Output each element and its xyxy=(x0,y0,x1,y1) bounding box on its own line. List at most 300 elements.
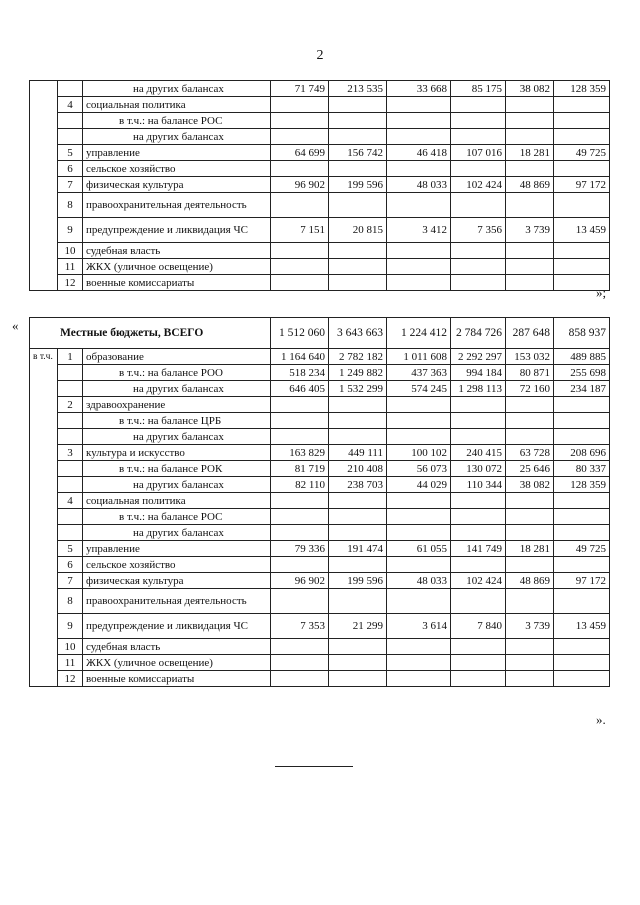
cell-value: 7 151 xyxy=(271,218,329,243)
table-row xyxy=(30,477,610,493)
row-label: управление xyxy=(83,145,271,161)
cell-value xyxy=(329,113,387,129)
cell-value: 128 359 xyxy=(554,81,610,97)
cell-value xyxy=(271,129,329,145)
cell-value: 20 815 xyxy=(329,218,387,243)
cell-value: 80 871 xyxy=(506,365,554,381)
table-row xyxy=(30,97,610,113)
cell-value xyxy=(554,671,610,687)
cell-value xyxy=(506,275,554,291)
budget-table-continued xyxy=(29,80,610,291)
cell-value: 96 902 xyxy=(271,573,329,589)
cell-value xyxy=(387,397,451,413)
cell-value xyxy=(329,397,387,413)
cell-value xyxy=(554,493,610,509)
table-row xyxy=(30,259,610,275)
cell-value xyxy=(554,113,610,129)
cell-value: 240 415 xyxy=(451,445,506,461)
row-label: социальная политика xyxy=(83,97,271,113)
cell-value: 3 412 xyxy=(387,218,451,243)
total-value: 3 643 663 xyxy=(329,318,387,349)
cell-value: 7 840 xyxy=(451,614,506,639)
row-label: в т.ч.: на балансе РОК xyxy=(83,461,271,477)
cell-value: 33 668 xyxy=(387,81,451,97)
group-cell xyxy=(30,81,58,291)
row-index: 9 xyxy=(58,614,83,639)
cell-value xyxy=(387,193,451,218)
cell-value xyxy=(329,193,387,218)
closing-quote-mark: ». xyxy=(596,712,606,727)
cell-value xyxy=(271,639,329,655)
cell-value xyxy=(271,671,329,687)
row-index: 7 xyxy=(58,177,83,193)
cell-value xyxy=(451,493,506,509)
row-label: на других балансах xyxy=(83,429,271,445)
table-row xyxy=(30,413,610,429)
cell-value: 102 424 xyxy=(451,573,506,589)
cell-value xyxy=(506,429,554,445)
total-value: 1 512 060 xyxy=(271,318,329,349)
cell-value xyxy=(271,243,329,259)
cell-value: 7 353 xyxy=(271,614,329,639)
cell-value xyxy=(329,97,387,113)
cell-value xyxy=(451,655,506,671)
cell-value xyxy=(329,509,387,525)
row-label: в т.ч.: на балансе ЦРБ xyxy=(83,413,271,429)
page-number: 2 xyxy=(316,48,324,63)
cell-value xyxy=(329,557,387,573)
cell-value: 97 172 xyxy=(554,177,610,193)
cell-value: 49 725 xyxy=(554,541,610,557)
cell-value xyxy=(271,525,329,541)
cell-value xyxy=(387,161,451,177)
cell-value xyxy=(554,525,610,541)
cell-value xyxy=(554,259,610,275)
cell-value xyxy=(451,525,506,541)
cell-value: 7 356 xyxy=(451,218,506,243)
cell-value xyxy=(554,193,610,218)
cell-value xyxy=(329,259,387,275)
cell-value xyxy=(506,161,554,177)
cell-value xyxy=(451,413,506,429)
table-row xyxy=(30,381,610,397)
cell-value xyxy=(451,639,506,655)
row-label: в т.ч.: на балансе РОС xyxy=(83,509,271,525)
cell-value: 38 082 xyxy=(506,81,554,97)
row-index xyxy=(58,365,83,381)
cell-value xyxy=(451,259,506,275)
cell-value xyxy=(271,493,329,509)
cell-value xyxy=(451,161,506,177)
cell-value: 44 029 xyxy=(387,477,451,493)
cell-value xyxy=(554,97,610,113)
cell-value xyxy=(387,639,451,655)
row-label: на других балансах xyxy=(83,81,271,97)
table-row xyxy=(30,145,610,161)
cell-value xyxy=(387,113,451,129)
row-index: 11 xyxy=(58,259,83,275)
cell-value: 141 749 xyxy=(451,541,506,557)
cell-value xyxy=(329,493,387,509)
table-row xyxy=(30,461,610,477)
row-index xyxy=(58,413,83,429)
cell-value: 46 418 xyxy=(387,145,451,161)
cell-value xyxy=(329,243,387,259)
row-index xyxy=(58,477,83,493)
cell-value: 80 337 xyxy=(554,461,610,477)
cell-value: 3 739 xyxy=(506,614,554,639)
cell-value: 49 725 xyxy=(554,145,610,161)
table-row xyxy=(30,589,610,614)
cell-value: 574 245 xyxy=(387,381,451,397)
cell-value: 2 782 182 xyxy=(329,349,387,365)
cell-value: 128 359 xyxy=(554,477,610,493)
table-row xyxy=(30,129,610,145)
cell-value xyxy=(387,275,451,291)
cell-value xyxy=(387,655,451,671)
row-label: военные комиссариаты xyxy=(83,671,271,687)
cell-value: 646 405 xyxy=(271,381,329,397)
cell-value xyxy=(554,161,610,177)
row-index: 7 xyxy=(58,573,83,589)
cell-value xyxy=(506,129,554,145)
cell-value: 110 344 xyxy=(451,477,506,493)
cell-value xyxy=(271,589,329,614)
cell-value: 63 728 xyxy=(506,445,554,461)
table-row xyxy=(30,541,610,557)
cell-value: 3 614 xyxy=(387,614,451,639)
total-value: 1 224 412 xyxy=(387,318,451,349)
cell-value: 238 703 xyxy=(329,477,387,493)
cell-value: 199 596 xyxy=(329,177,387,193)
cell-value: 255 698 xyxy=(554,365,610,381)
table-row xyxy=(30,349,610,365)
cell-value: 48 033 xyxy=(387,177,451,193)
cell-value: 79 336 xyxy=(271,541,329,557)
cell-value xyxy=(271,259,329,275)
row-label: ЖКХ (уличное освещение) xyxy=(83,655,271,671)
cell-value xyxy=(506,493,554,509)
cell-value: 156 742 xyxy=(329,145,387,161)
divider-line xyxy=(275,766,353,767)
row-index: 11 xyxy=(58,655,83,671)
table-row xyxy=(30,509,610,525)
cell-value: 18 281 xyxy=(506,145,554,161)
table-row xyxy=(30,573,610,589)
cell-value: 72 160 xyxy=(506,381,554,397)
table-row xyxy=(30,81,610,97)
row-index: 12 xyxy=(58,671,83,687)
row-index: 1 xyxy=(58,349,83,365)
cell-value xyxy=(329,161,387,177)
cell-value xyxy=(329,429,387,445)
table-row xyxy=(30,177,610,193)
cell-value: 38 082 xyxy=(506,477,554,493)
cell-value: 96 902 xyxy=(271,177,329,193)
row-label: на других балансах xyxy=(83,381,271,397)
cell-value: 130 072 xyxy=(451,461,506,477)
row-index xyxy=(58,113,83,129)
row-label: сельское хозяйство xyxy=(83,161,271,177)
row-label: предупреждение и ликвидация ЧС xyxy=(83,218,271,243)
cell-value xyxy=(506,413,554,429)
table-row xyxy=(30,218,610,243)
row-index: 10 xyxy=(58,243,83,259)
cell-value: 234 187 xyxy=(554,381,610,397)
cell-value xyxy=(329,671,387,687)
cell-value xyxy=(506,557,554,573)
row-label: предупреждение и ликвидация ЧС xyxy=(83,614,271,639)
cell-value: 25 646 xyxy=(506,461,554,477)
cell-value xyxy=(329,129,387,145)
closing-quote-mark: »; xyxy=(596,285,607,300)
cell-value xyxy=(554,397,610,413)
cell-value xyxy=(387,429,451,445)
cell-value xyxy=(329,589,387,614)
table-row xyxy=(30,639,610,655)
row-label: на других балансах xyxy=(83,129,271,145)
cell-value xyxy=(554,589,610,614)
row-label: на других балансах xyxy=(83,525,271,541)
cell-value: 1 249 882 xyxy=(329,365,387,381)
cell-value xyxy=(554,639,610,655)
cell-value xyxy=(451,671,506,687)
row-index xyxy=(58,381,83,397)
cell-value: 2 292 297 xyxy=(451,349,506,365)
cell-value xyxy=(506,655,554,671)
cell-value: 71 749 xyxy=(271,81,329,97)
cell-value xyxy=(387,557,451,573)
row-index: 3 xyxy=(58,445,83,461)
cell-value xyxy=(271,509,329,525)
total-label: Местные бюджеты, ВСЕГО xyxy=(30,318,271,349)
cell-value: 18 281 xyxy=(506,541,554,557)
cell-value xyxy=(451,509,506,525)
row-label: в т.ч.: на балансе РОО xyxy=(83,365,271,381)
row-label: управление xyxy=(83,541,271,557)
cell-value xyxy=(271,161,329,177)
cell-value xyxy=(387,129,451,145)
row-index xyxy=(58,429,83,445)
cell-value xyxy=(329,639,387,655)
cell-value xyxy=(271,429,329,445)
row-index: 2 xyxy=(58,397,83,413)
cell-value: 64 699 xyxy=(271,145,329,161)
local-budgets-table xyxy=(29,317,610,687)
cell-value: 163 829 xyxy=(271,445,329,461)
table-row xyxy=(30,397,610,413)
row-label: образование xyxy=(83,349,271,365)
cell-value xyxy=(387,243,451,259)
cell-value xyxy=(451,113,506,129)
cell-value xyxy=(387,97,451,113)
row-index xyxy=(58,509,83,525)
table-row xyxy=(30,614,610,639)
row-index: 8 xyxy=(58,589,83,614)
table-row xyxy=(30,445,610,461)
cell-value xyxy=(554,413,610,429)
cell-value: 61 055 xyxy=(387,541,451,557)
row-label: здравоохранение xyxy=(83,397,271,413)
row-label: культура и искусство xyxy=(83,445,271,461)
cell-value: 449 111 xyxy=(329,445,387,461)
row-index: 4 xyxy=(58,97,83,113)
cell-value: 518 234 xyxy=(271,365,329,381)
row-label: правоохранительная деятельность xyxy=(83,193,271,218)
cell-value xyxy=(451,243,506,259)
table-row xyxy=(30,557,610,573)
row-label: на других балансах xyxy=(83,477,271,493)
cell-value xyxy=(387,413,451,429)
cell-value xyxy=(329,413,387,429)
cell-value xyxy=(271,193,329,218)
cell-value xyxy=(554,557,610,573)
table-row xyxy=(30,275,610,291)
table-row xyxy=(30,429,610,445)
cell-value xyxy=(271,275,329,291)
cell-value xyxy=(451,129,506,145)
row-label: физическая культура xyxy=(83,573,271,589)
cell-value: 208 696 xyxy=(554,445,610,461)
cell-value: 1 011 608 xyxy=(387,349,451,365)
cell-value xyxy=(554,429,610,445)
cell-value: 82 110 xyxy=(271,477,329,493)
cell-value xyxy=(554,655,610,671)
cell-value: 994 184 xyxy=(451,365,506,381)
cell-value: 1 298 113 xyxy=(451,381,506,397)
cell-value xyxy=(554,129,610,145)
total-row xyxy=(30,318,610,349)
cell-value: 13 459 xyxy=(554,218,610,243)
table-row xyxy=(30,365,610,381)
table-row xyxy=(30,161,610,177)
cell-value xyxy=(506,97,554,113)
row-index xyxy=(58,461,83,477)
cell-value xyxy=(451,193,506,218)
opening-quote-mark: « xyxy=(12,318,19,333)
total-value: 2 784 726 xyxy=(451,318,506,349)
cell-value: 437 363 xyxy=(387,365,451,381)
cell-value xyxy=(271,655,329,671)
cell-value xyxy=(387,259,451,275)
cell-value xyxy=(506,193,554,218)
row-label: правоохранительная деятельность xyxy=(83,589,271,614)
row-index xyxy=(58,129,83,145)
cell-value xyxy=(387,525,451,541)
row-label: судебная власть xyxy=(83,639,271,655)
cell-value: 100 102 xyxy=(387,445,451,461)
cell-value xyxy=(387,493,451,509)
row-index: 8 xyxy=(58,193,83,218)
row-index: 4 xyxy=(58,493,83,509)
cell-value xyxy=(506,259,554,275)
cell-value xyxy=(554,243,610,259)
cell-value xyxy=(554,509,610,525)
cell-value: 48 869 xyxy=(506,573,554,589)
cell-value: 13 459 xyxy=(554,614,610,639)
table-row xyxy=(30,113,610,129)
cell-value: 3 739 xyxy=(506,218,554,243)
table-row xyxy=(30,671,610,687)
table-row xyxy=(30,243,610,259)
cell-value xyxy=(271,413,329,429)
cell-value: 21 299 xyxy=(329,614,387,639)
cell-value: 97 172 xyxy=(554,573,610,589)
cell-value: 199 596 xyxy=(329,573,387,589)
cell-value xyxy=(387,671,451,687)
cell-value xyxy=(506,509,554,525)
row-label: в т.ч.: на балансе РОС xyxy=(83,113,271,129)
row-label: социальная политика xyxy=(83,493,271,509)
cell-value: 1 532 299 xyxy=(329,381,387,397)
cell-value xyxy=(271,113,329,129)
cell-value xyxy=(506,397,554,413)
cell-value: 102 424 xyxy=(451,177,506,193)
cell-value xyxy=(451,275,506,291)
cell-value: 48 869 xyxy=(506,177,554,193)
cell-value: 48 033 xyxy=(387,573,451,589)
row-index: 6 xyxy=(58,161,83,177)
cell-value xyxy=(451,589,506,614)
row-index: 9 xyxy=(58,218,83,243)
cell-value xyxy=(506,639,554,655)
table-row xyxy=(30,493,610,509)
total-value: 287 648 xyxy=(506,318,554,349)
row-label: военные комиссариаты xyxy=(83,275,271,291)
row-index: 12 xyxy=(58,275,83,291)
cell-value xyxy=(506,525,554,541)
cell-value xyxy=(451,557,506,573)
row-label: судебная власть xyxy=(83,243,271,259)
cell-value: 107 016 xyxy=(451,145,506,161)
total-value: 858 937 xyxy=(554,318,610,349)
group-cell: в т.ч. xyxy=(30,349,58,687)
cell-value: 85 175 xyxy=(451,81,506,97)
table-row xyxy=(30,525,610,541)
cell-value xyxy=(329,655,387,671)
cell-value xyxy=(271,557,329,573)
cell-value xyxy=(329,525,387,541)
cell-value xyxy=(506,671,554,687)
cell-value xyxy=(451,397,506,413)
row-label: сельское хозяйство xyxy=(83,557,271,573)
row-index: 10 xyxy=(58,639,83,655)
row-index xyxy=(58,525,83,541)
row-index: 6 xyxy=(58,557,83,573)
cell-value xyxy=(271,397,329,413)
row-index: 5 xyxy=(58,541,83,557)
cell-value: 191 474 xyxy=(329,541,387,557)
cell-value xyxy=(451,97,506,113)
cell-value: 1 164 640 xyxy=(271,349,329,365)
cell-value: 56 073 xyxy=(387,461,451,477)
cell-value xyxy=(387,589,451,614)
cell-value: 210 408 xyxy=(329,461,387,477)
cell-value xyxy=(506,243,554,259)
cell-value: 81 719 xyxy=(271,461,329,477)
cell-value: 153 032 xyxy=(506,349,554,365)
row-label: ЖКХ (уличное освещение) xyxy=(83,259,271,275)
cell-value: 489 885 xyxy=(554,349,610,365)
cell-value xyxy=(387,509,451,525)
cell-value: 213 535 xyxy=(329,81,387,97)
cell-value xyxy=(329,275,387,291)
cell-value xyxy=(451,429,506,445)
cell-value xyxy=(506,589,554,614)
row-index xyxy=(58,81,83,97)
cell-value xyxy=(271,97,329,113)
cell-value xyxy=(506,113,554,129)
